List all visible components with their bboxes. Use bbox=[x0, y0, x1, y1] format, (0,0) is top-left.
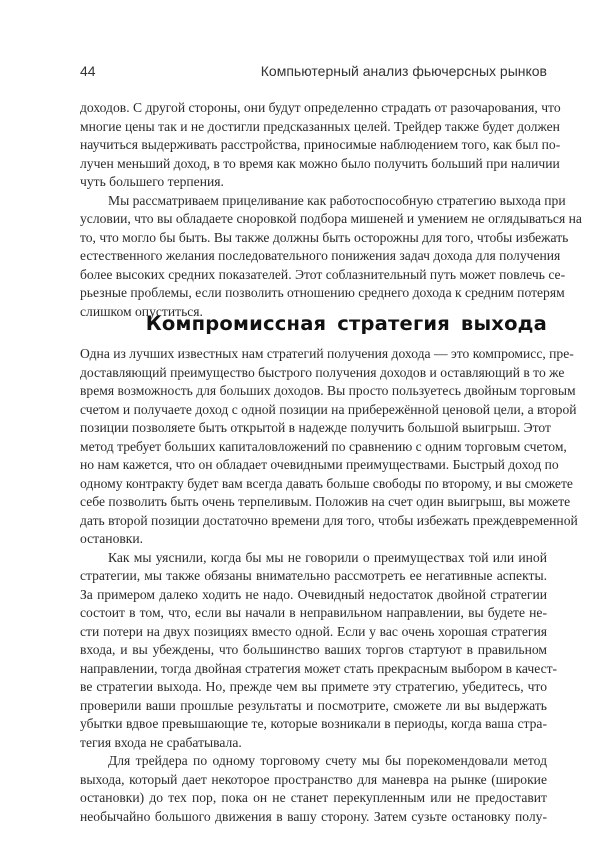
text-line: ве стратегии выхода. Но, прежде чем вы примете эту стратегию, убедитесь, что bbox=[80, 679, 547, 694]
body-text-top bbox=[80, 99, 582, 321]
text-line: остановки) до тех пор, пока он не станет перекупленным или не предоставит bbox=[80, 790, 547, 805]
page-number: 44 bbox=[80, 63, 96, 79]
paragraph bbox=[80, 345, 578, 549]
text-line: одному контракту будет вам всегда давать больше свободы по второму, и вы сможете bbox=[80, 475, 573, 491]
text-line: то, что могло бы быть. Вы также должны быть осторожны для того, чтобы избежать bbox=[80, 229, 569, 245]
text-line: дать второй позиции достаточно времени для того, чтобы избежать преждевременной bbox=[80, 512, 578, 528]
text-line: многие цены так и не достигли предсказанных целей. Трейдер также будет должен bbox=[80, 118, 560, 134]
text-line: доставляющий преимущество быстрого получения доходов и оставляющий в то же bbox=[80, 364, 565, 380]
text-line: проверили ваши прошлые результаты и посмотрите, сможете ли вы выдержать bbox=[80, 697, 547, 713]
text-line: Одна из лучших известных нам стратегий получения дохода — это компромисс, пре- bbox=[80, 346, 574, 361]
text-line: входа, и вы убеждены, что большинство ваших торгов стартуют в правильном bbox=[80, 642, 547, 657]
text-line: За примером далеко ходить не надо. Очевидный недостаток двойной стратегии bbox=[80, 586, 547, 602]
paragraph bbox=[80, 549, 558, 753]
text-line: позиции позволяете быть открытой в надежде получить большой выигрыш. Этот bbox=[80, 420, 551, 435]
text-line: убытки вдвое превышающие те, которые возникали в периоды, когда ваша стра- bbox=[80, 716, 547, 731]
text-line: Как мы уяснили, когда бы мы не говорили о преимуществах той или иной bbox=[108, 549, 547, 565]
text-line: состоит в том, что, если вы начали в неправильном направлении, вы будете не- bbox=[80, 605, 547, 620]
text-line: себе позволить быть очень терпеливым. Положив на счет один выигрыш, вы можете bbox=[80, 494, 571, 509]
text-line: рьезные проблемы, если позволить отношению среднего дохода к средним потерям bbox=[80, 285, 565, 300]
running-header-title: Компьютерный анализ фьючерсных рынков bbox=[260, 63, 547, 79]
text-line: Мы рассматриваем прицеливание как работоспособную стратегию выхода при bbox=[108, 192, 566, 208]
text-line: чуть большего терпения. bbox=[80, 174, 224, 189]
text-line: научиться выдерживать расстройства, приносимые наблюдением того, как был по- bbox=[80, 137, 561, 152]
paragraph bbox=[80, 192, 582, 322]
text-line: сти потери на двух позициях вместо одной. Если у вас очень хорошая стратегия bbox=[80, 623, 547, 639]
text-line: необычайно большого движения в вашу сторону. Затем сузьте остановку полу- bbox=[80, 808, 547, 824]
paragraph bbox=[80, 99, 561, 192]
paragraph bbox=[80, 752, 547, 826]
text-line: естественного желания последовательного понижения задач дохода для получения bbox=[80, 248, 561, 263]
text-line: стратегии, мы также обязаны внимательно рассмотреть ее негативные аспекты. bbox=[80, 568, 547, 583]
text-line: более высоких средних показателей. Этот соблазнительный путь может повлечь се- bbox=[80, 266, 566, 282]
text-line: направлении, тогда двойная стратегия может стать прекрасным выбором в качест- bbox=[80, 660, 558, 676]
text-line: остановки. bbox=[80, 531, 144, 546]
body-text-section bbox=[80, 345, 578, 826]
section-heading: Компромиссная стратегия выхода bbox=[145, 312, 547, 335]
text-line: время возможность для больших доходов. Вы просто пользуетесь двойным торговым bbox=[80, 383, 576, 398]
text-line: Для трейдера по одному торговому счету мы бы порекомендовали метод bbox=[108, 753, 547, 768]
text-line: лучен меньший доход, в то время как можно было получить больший при наличии bbox=[80, 155, 560, 171]
text-line: метод требует больших капиталовложений по сравнению с одним торговым счетом, bbox=[80, 438, 567, 454]
text-line: условии, что вы обладаете сноровкой подбора мишеней и умением не оглядываться на bbox=[80, 211, 582, 226]
text-line: доходов. С другой стороны, они будут определенно страдать от разочарования, что bbox=[80, 100, 561, 115]
text-line: тегия входа не срабатывала. bbox=[80, 734, 242, 750]
text-line: счетом и получаете доход с одной позиции на прибережённой ценовой цели, а второй bbox=[80, 401, 577, 417]
text-line: но нам кажется, что он обладает очевидными преимуществами. Быстрый доход по bbox=[80, 457, 559, 472]
text-line: выхода, который дает некоторое пространство для маневра на рынке (широкие bbox=[80, 771, 547, 787]
text-line: слишком опуститься. bbox=[80, 303, 203, 319]
